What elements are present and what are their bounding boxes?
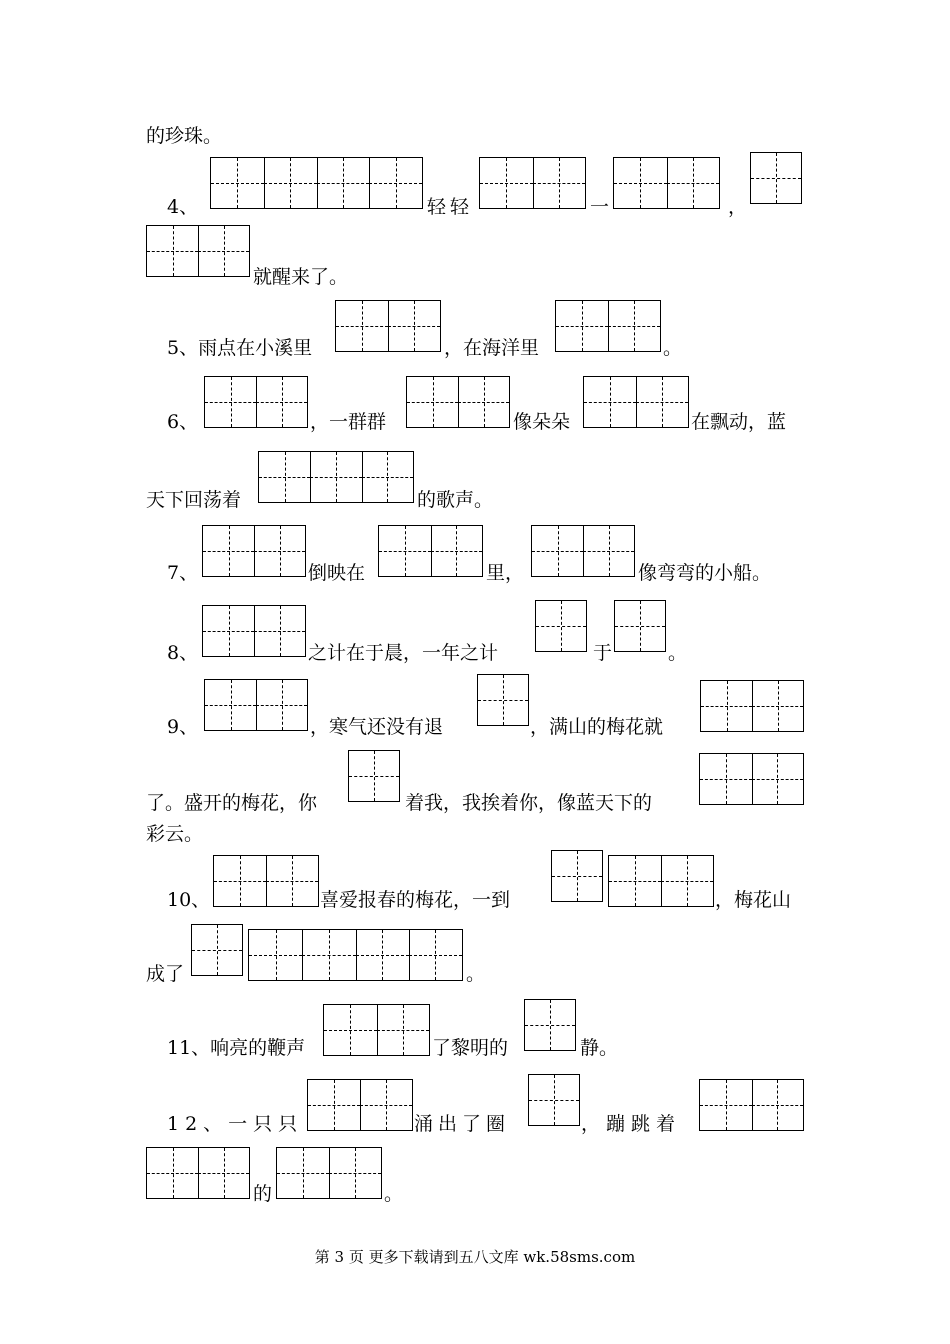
tianzige-box[interactable]: [202, 605, 306, 657]
cell-guide-vertical: [640, 158, 641, 208]
cell-guide-vertical: [634, 301, 635, 351]
text-fragment: 静。: [580, 1037, 619, 1059]
text-fragment: 成了: [146, 963, 185, 985]
tianzige-box[interactable]: [210, 157, 423, 209]
text-fragment: 在飘动，蓝: [691, 411, 787, 433]
cell-guide-vertical: [237, 158, 238, 208]
tianzige-box[interactable]: [378, 525, 483, 577]
cell-guide-vertical: [396, 158, 397, 208]
tianzige-cell[interactable]: [254, 526, 305, 576]
tianzige-cell[interactable]: [356, 930, 409, 980]
cell-guide-vertical: [382, 930, 383, 980]
tianzige-cell[interactable]: [525, 1000, 575, 1050]
tianzige-cell[interactable]: [583, 526, 634, 576]
tianzige-box[interactable]: [213, 855, 319, 907]
question-number: 8、: [167, 642, 199, 664]
text-fragment: 的: [253, 1183, 273, 1205]
text-fragment: 一: [590, 196, 610, 218]
cell-guide-vertical: [405, 526, 406, 576]
cell-guide-vertical: [609, 526, 610, 576]
cell-guide-vertical: [561, 601, 562, 651]
text-fragment: 之计在于晨，一年之计: [308, 642, 499, 664]
cell-guide-vertical: [726, 754, 727, 804]
cell-guide-vertical: [173, 1148, 174, 1198]
text-fragment: ，满山的梅花就: [530, 716, 664, 738]
text-fragment: 彩云。: [146, 823, 204, 845]
text-fragment: 。: [668, 642, 688, 664]
text-fragment: 像弯弯的小船。: [638, 562, 772, 584]
tianzige-box[interactable]: [479, 157, 586, 209]
cell-guide-vertical: [435, 930, 436, 980]
cell-guide-vertical: [336, 452, 337, 502]
cell-guide-vertical: [224, 1148, 225, 1198]
tianzige-cell[interactable]: [609, 856, 661, 906]
tianzige-cell[interactable]: [308, 1080, 360, 1130]
tianzige-cell[interactable]: [532, 526, 583, 576]
cell-guide-vertical: [229, 526, 230, 576]
tianzige-box[interactable]: [248, 929, 463, 981]
tianzige-cell[interactable]: [752, 1080, 804, 1130]
text-fragment: 12、一只只: [167, 1113, 304, 1135]
tianzige-cell[interactable]: [264, 158, 317, 208]
text-fragment: 。: [466, 963, 486, 985]
cell-guide-vertical: [776, 153, 777, 203]
cell-guide-vertical: [217, 925, 218, 975]
tianzige-box[interactable]: [204, 679, 308, 731]
cell-guide-vertical: [726, 1080, 727, 1130]
cell-guide-vertical: [662, 377, 663, 427]
cell-guide-vertical: [777, 1080, 778, 1130]
cell-guide-vertical: [386, 1080, 387, 1130]
tianzige-cell[interactable]: [700, 1080, 752, 1130]
tianzige-box[interactable]: [699, 753, 804, 805]
tianzige-cell[interactable]: [214, 856, 266, 906]
tianzige-cell[interactable]: [211, 158, 264, 208]
text-fragment: 。: [663, 337, 683, 359]
tianzige-cell[interactable]: [751, 153, 801, 203]
cell-guide-vertical: [224, 226, 225, 276]
question-number: 7、: [167, 562, 199, 584]
text-fragment: 着我，我挨着你，像蓝天下的: [405, 792, 653, 814]
cell-guide-vertical: [355, 1148, 356, 1198]
cell-guide-vertical: [777, 754, 778, 804]
cell-guide-vertical: [582, 301, 583, 351]
tianzige-box[interactable]: [323, 1004, 430, 1056]
text-fragment: 5、雨点在小溪里: [167, 337, 313, 359]
text-fragment: 。: [384, 1183, 404, 1205]
tianzige-cell[interactable]: [379, 526, 431, 576]
text-fragment: 就醒来了。: [253, 266, 349, 288]
cell-guide-vertical: [282, 680, 283, 730]
cell-guide-vertical: [727, 681, 728, 731]
tianzige-cell[interactable]: [205, 680, 256, 730]
tianzige-box[interactable]: [307, 1079, 413, 1131]
text-fragment: ，一群群: [310, 411, 387, 433]
tianzige-cell[interactable]: [198, 1148, 249, 1198]
question-number: 9、: [167, 716, 199, 738]
tianzige-box[interactable]: [608, 855, 714, 907]
tianzige-cell[interactable]: [752, 754, 804, 804]
tianzige-box[interactable]: [700, 680, 804, 732]
cell-guide-vertical: [173, 226, 174, 276]
text-fragment: ，寒气还没有退: [310, 716, 444, 738]
tianzige-box[interactable]: [202, 525, 306, 577]
tianzige-cell[interactable]: [254, 606, 305, 656]
tianzige-cell[interactable]: [533, 158, 586, 208]
cell-guide-vertical: [343, 158, 344, 208]
tianzige-cell[interactable]: [431, 526, 483, 576]
page-footer: 第 3 页 更多下载请到五八文库 wk.58sms.com: [314, 1248, 636, 1266]
cell-guide-vertical: [374, 751, 375, 801]
text-fragment: 里，: [486, 562, 525, 584]
cell-guide-vertical: [362, 301, 363, 351]
tianzige-box[interactable]: [614, 600, 666, 652]
tianzige-cell[interactable]: [407, 377, 458, 427]
tianzige-cell[interactable]: [701, 681, 752, 731]
tianzige-box[interactable]: [555, 300, 661, 352]
tianzige-cell[interactable]: [377, 1005, 430, 1055]
cell-guide-vertical: [484, 377, 485, 427]
tianzige-box[interactable]: [551, 850, 603, 902]
tianzige-box[interactable]: [583, 376, 689, 428]
tianzige-box[interactable]: [191, 924, 243, 976]
tianzige-cell[interactable]: [317, 158, 370, 208]
tianzige-cell[interactable]: [700, 754, 752, 804]
tianzige-cell[interactable]: [556, 301, 608, 351]
cell-guide-vertical: [559, 158, 560, 208]
tianzige-cell[interactable]: [478, 675, 528, 725]
cell-guide-vertical: [558, 526, 559, 576]
cell-guide-vertical: [280, 526, 281, 576]
tianzige-cell[interactable]: [205, 377, 256, 427]
cell-guide-vertical: [610, 377, 611, 427]
text-fragment: ，梅花山: [715, 889, 792, 911]
cell-guide-vertical: [292, 856, 293, 906]
tianzige-cell[interactable]: [349, 751, 399, 801]
tianzige-box[interactable]: [146, 225, 250, 277]
cell-guide-vertical: [280, 606, 281, 656]
tianzige-box[interactable]: [477, 674, 529, 726]
text-fragment: 了黎明的: [432, 1037, 509, 1059]
tianzige-cell[interactable]: [203, 606, 254, 656]
text-line: 的珍珠。: [146, 125, 223, 147]
tianzige-box[interactable]: [699, 1079, 804, 1131]
tianzige-cell[interactable]: [584, 377, 636, 427]
question-number: 6、: [167, 411, 199, 433]
cell-guide-vertical: [778, 681, 779, 731]
question-number: 10、: [167, 889, 211, 911]
cell-guide-vertical: [303, 1148, 304, 1198]
tianzige-box[interactable]: [146, 1147, 250, 1199]
cell-guide-vertical: [285, 452, 286, 502]
cell-guide-vertical: [503, 675, 504, 725]
tianzige-cell[interactable]: [147, 226, 198, 276]
tianzige-cell[interactable]: [277, 1148, 329, 1198]
tianzige-cell[interactable]: [661, 856, 713, 906]
tianzige-cell[interactable]: [259, 452, 310, 502]
cell-guide-vertical: [687, 856, 688, 906]
cell-guide-vertical: [334, 1080, 335, 1130]
tianzige-cell[interactable]: [752, 681, 803, 731]
cell-guide-vertical: [387, 452, 388, 502]
tianzige-cell[interactable]: [336, 301, 388, 351]
tianzige-box[interactable]: [535, 600, 587, 652]
cell-guide-vertical: [577, 851, 578, 901]
text-fragment: 喜爱报春的梅花，一到: [320, 889, 511, 911]
text-fragment: 倒映在: [308, 562, 366, 584]
cell-guide-vertical: [282, 377, 283, 427]
tianzige-cell[interactable]: [388, 301, 440, 351]
tianzige-cell[interactable]: [636, 377, 688, 427]
tianzige-box[interactable]: [276, 1147, 382, 1199]
tianzige-cell[interactable]: [552, 851, 602, 901]
cell-guide-vertical: [640, 601, 641, 651]
tianzige-cell[interactable]: [310, 452, 361, 502]
tianzige-cell[interactable]: [458, 377, 509, 427]
cell-guide-vertical: [506, 158, 507, 208]
cell-guide-vertical: [329, 930, 330, 980]
tianzige-cell[interactable]: [667, 158, 720, 208]
tianzige-cell[interactable]: [198, 226, 249, 276]
tianzige-box[interactable]: [613, 157, 720, 209]
cell-guide-vertical: [414, 301, 415, 351]
tianzige-box[interactable]: [204, 376, 308, 428]
tianzige-cell[interactable]: [369, 158, 422, 208]
tianzige-cell[interactable]: [536, 601, 586, 651]
tianzige-cell[interactable]: [329, 1148, 381, 1198]
tianzige-cell[interactable]: [324, 1005, 377, 1055]
tianzige-cell[interactable]: [409, 930, 462, 980]
cell-guide-vertical: [550, 1000, 551, 1050]
text-fragment: 11、响亮的鞭声: [167, 1037, 306, 1059]
question-number: 4、: [167, 196, 199, 218]
tianzige-box[interactable]: [258, 451, 414, 503]
tianzige-box[interactable]: [750, 152, 802, 204]
tianzige-cell[interactable]: [608, 301, 660, 351]
tianzige-box[interactable]: [531, 525, 635, 577]
cell-guide-vertical: [240, 856, 241, 906]
cell-guide-vertical: [693, 158, 694, 208]
tianzige-cell[interactable]: [203, 526, 254, 576]
text-fragment: ，在海洋里: [444, 337, 540, 359]
text-fragment: 了。盛开的梅花，你: [146, 792, 318, 814]
text-fragment: 于: [593, 642, 613, 664]
cell-guide-vertical: [231, 680, 232, 730]
tianzige-cell[interactable]: [529, 1075, 579, 1125]
cell-guide-vertical: [433, 377, 434, 427]
cell-guide-vertical: [229, 606, 230, 656]
text-fragment: 轻轻: [427, 196, 474, 218]
tianzige-cell[interactable]: [614, 158, 667, 208]
cell-guide-vertical: [456, 526, 457, 576]
text-fragment: 涌出了圈: [414, 1113, 511, 1135]
text-fragment: ，: [728, 196, 748, 218]
tianzige-box[interactable]: [406, 376, 510, 428]
text-fragment: 的歌声。: [417, 489, 494, 511]
tianzige-cell[interactable]: [249, 930, 302, 980]
tianzige-cell[interactable]: [615, 601, 665, 651]
text-fragment: ，蹦跳着: [581, 1113, 682, 1135]
tianzige-cell[interactable]: [256, 377, 307, 427]
tianzige-box[interactable]: [335, 300, 441, 352]
tianzige-cell[interactable]: [480, 158, 533, 208]
cell-guide-vertical: [403, 1005, 404, 1055]
cell-guide-vertical: [635, 856, 636, 906]
tianzige-cell[interactable]: [266, 856, 318, 906]
tianzige-box[interactable]: [524, 999, 576, 1051]
tianzige-cell[interactable]: [256, 680, 307, 730]
text-fragment: 天下回荡着: [146, 489, 242, 511]
tianzige-box[interactable]: [528, 1074, 580, 1126]
tianzige-box[interactable]: [348, 750, 400, 802]
tianzige-cell[interactable]: [302, 930, 355, 980]
cell-guide-vertical: [350, 1005, 351, 1055]
tianzige-cell[interactable]: [360, 1080, 412, 1130]
cell-guide-vertical: [554, 1075, 555, 1125]
tianzige-cell[interactable]: [147, 1148, 198, 1198]
cell-guide-vertical: [276, 930, 277, 980]
cell-guide-vertical: [290, 158, 291, 208]
tianzige-cell[interactable]: [362, 452, 413, 502]
tianzige-cell[interactable]: [192, 925, 242, 975]
cell-guide-vertical: [231, 377, 232, 427]
text-fragment: 像朵朵: [513, 411, 571, 433]
